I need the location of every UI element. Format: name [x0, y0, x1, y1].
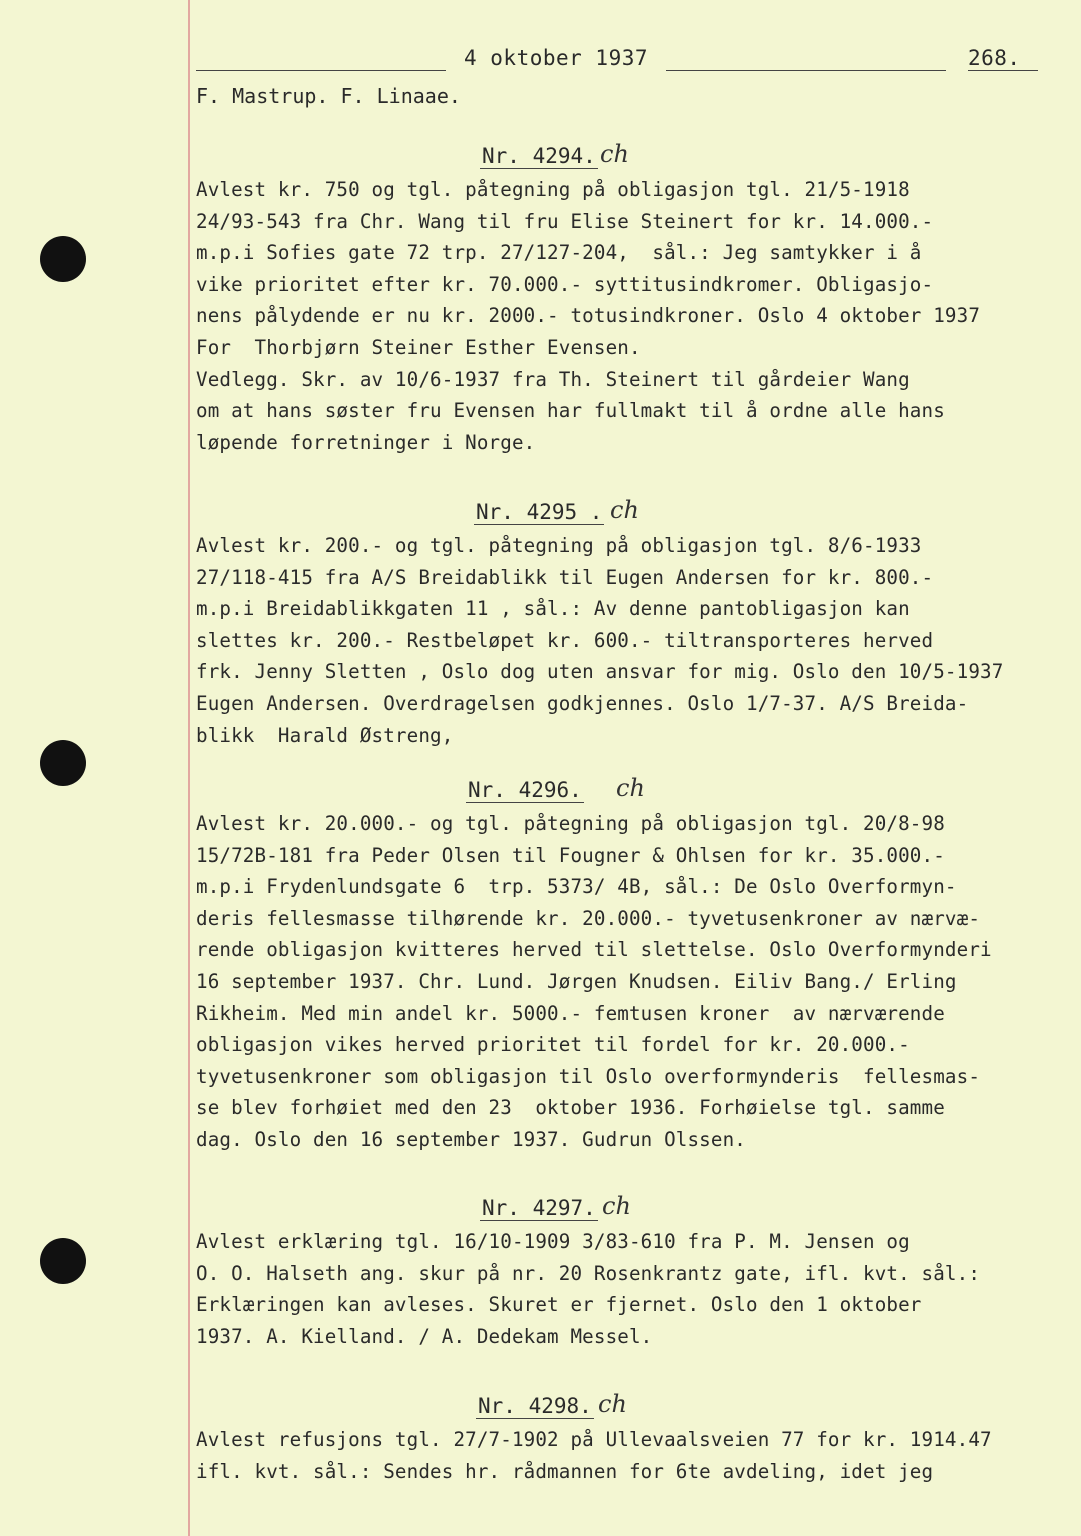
- entry-initials: ch: [616, 774, 645, 802]
- entry-heading: [196, 140, 1076, 174]
- entry-line: Avlest refusjons tgl. 27/7-1902 på Ullevaalsveien 77 for kr. 1914.47: [196, 1428, 992, 1451]
- header-date: 4 oktober 1937: [464, 46, 649, 70]
- entry-line: 1937. A. Kielland. / A. Dedekam Messel.: [196, 1324, 653, 1348]
- entry-4294: [196, 140, 1076, 458]
- entry-line: O. O. Halseth ang. skur på nr. 20 Rosenkrantz gate, ifl. kvt. sål.:: [196, 1261, 981, 1285]
- entry-initials: ch: [610, 496, 639, 524]
- entry-line: Vedlegg. Skr. av 10/6-1937 fra Th. Steinert til gårdeier Wang: [196, 367, 910, 391]
- entry-line: Avlest kr. 200.- og tgl. påtegning på obligasjon tgl. 8/6-1933: [196, 534, 922, 557]
- entry-initials: ch: [600, 140, 629, 168]
- page-header: [196, 46, 1041, 76]
- punch-hole: [40, 740, 86, 786]
- entry-line: 16 september 1937. Chr. Lund. Jørgen Knudsen. Eiliv Bang./ Erling: [196, 969, 957, 993]
- entry-line: obligasjon vikes herved prioritet til fordel for kr. 20.000.-: [196, 1033, 910, 1057]
- entry-line: rende obligasjon kvitteres herved til slettelse. Oslo Overformynderi: [196, 938, 992, 962]
- entry-heading: [196, 1192, 1076, 1226]
- entry-number: Nr. 4296.: [468, 778, 582, 802]
- entry-line: m.p.i Frydenlundsgate 6 trp. 5373/ 4B, sål.: De Oslo Overformyn-: [196, 875, 957, 899]
- entry-line: Erklæringen kan avleses. Skuret er fjernet. Oslo den 1 oktober: [196, 1293, 922, 1317]
- entry-line: 27/118-415 fra A/S Breidablikk til Eugen Andersen for kr. 800.-: [196, 565, 934, 589]
- entry-line: deris fellesmasse tilhørende kr. 20.000.- tyvetusenkroner av nærvæ-: [196, 906, 981, 930]
- entry-line: For Thorbjørn Steiner Esther Evensen.: [196, 335, 641, 359]
- page-number: 268.: [968, 46, 1021, 70]
- entry-line: frk. Jenny Sletten , Oslo dog uten ansvar for mig. Oslo den 10/5-1937: [196, 660, 1004, 684]
- entry-heading: [196, 774, 1076, 808]
- entry-number: Nr. 4297.: [482, 1196, 596, 1220]
- entry-number: Nr. 4298.: [478, 1394, 592, 1418]
- entry-heading: [196, 496, 1076, 530]
- entry-4296: [196, 774, 1076, 1156]
- entry-line: om at hans søster fru Evensen har fullmakt til å ordne alle hans: [196, 399, 945, 423]
- entry-line: Avlest kr. 750 og tgl. påtegning på obligasjon tgl. 21/5-1918: [196, 178, 910, 201]
- entry-line: dag. Oslo den 16 september 1937. Gudrun Olssen.: [196, 1127, 746, 1151]
- entry-4295: [196, 496, 1076, 751]
- entry-line: m.p.i Breidablikkgaten 11 , sål.: Av denne pantobligasjon kan: [196, 597, 910, 621]
- entry-4297: [196, 1192, 1076, 1352]
- entry-line: tyvetusenkroner som obligasjon til Oslo overformynderis fellesmas-: [196, 1064, 981, 1088]
- entry-line: blikk Harald Østreng,: [196, 723, 454, 747]
- entry-line: vike prioritet efter kr. 70.000.- syttitusindkromer. Obligasjo-: [196, 272, 934, 296]
- entry-initials: ch: [602, 1192, 631, 1220]
- entry-line: løpende forretninger i Norge.: [196, 430, 536, 454]
- entry-line: nens pålydende er nu kr. 2000.- totusindkroner. Oslo 4 oktober 1937: [196, 304, 981, 328]
- margin-line: [188, 0, 190, 1536]
- entry-line: m.p.i Sofies gate 72 trp. 27/127-204, sål.: Jeg samtykker i å: [196, 241, 922, 265]
- entry-heading: [196, 1390, 1076, 1424]
- entry-line: ifl. kvt. sål.: Sendes hr. rådmannen for 6te avdeling, idet jeg: [196, 1459, 934, 1483]
- entry-line: Avlest erklæring tgl. 16/10-1909 3/83-610 fra P. M. Jensen og: [196, 1230, 910, 1253]
- punch-hole: [40, 236, 86, 282]
- entry-number: Nr. 4294.: [482, 144, 596, 168]
- entry-line: Avlest kr. 20.000.- og tgl. påtegning på obligasjon tgl. 20/8-98: [196, 812, 945, 835]
- entry-line: 15/72B-181 fra Peder Olsen til Fougner & Ohlsen for kr. 35.000.-: [196, 843, 945, 867]
- entry-line: Rikheim. Med min andel kr. 5000.- femtusen kroner av nærværende: [196, 1001, 945, 1025]
- entry-initials: ch: [598, 1390, 627, 1418]
- signatories: F. Mastrup. F. Linaae.: [196, 84, 461, 108]
- entry-line: slettes kr. 200.- Restbeløpet kr. 600.- tiltransporteres herved: [196, 628, 934, 652]
- entry-number: Nr. 4295 .: [476, 500, 603, 524]
- entry-line: Eugen Andersen. Overdragelsen godkjennes. Oslo 1/7-37. A/S Breida-: [196, 691, 969, 715]
- entry-line: 24/93-543 fra Chr. Wang til fru Elise Steinert for kr. 14.000.-: [196, 209, 934, 233]
- punch-hole: [40, 1238, 86, 1284]
- entry-4298: [196, 1390, 1076, 1487]
- entry-line: se blev forhøiet med den 23 oktober 1936. Forhøielse tgl. samme: [196, 1096, 945, 1120]
